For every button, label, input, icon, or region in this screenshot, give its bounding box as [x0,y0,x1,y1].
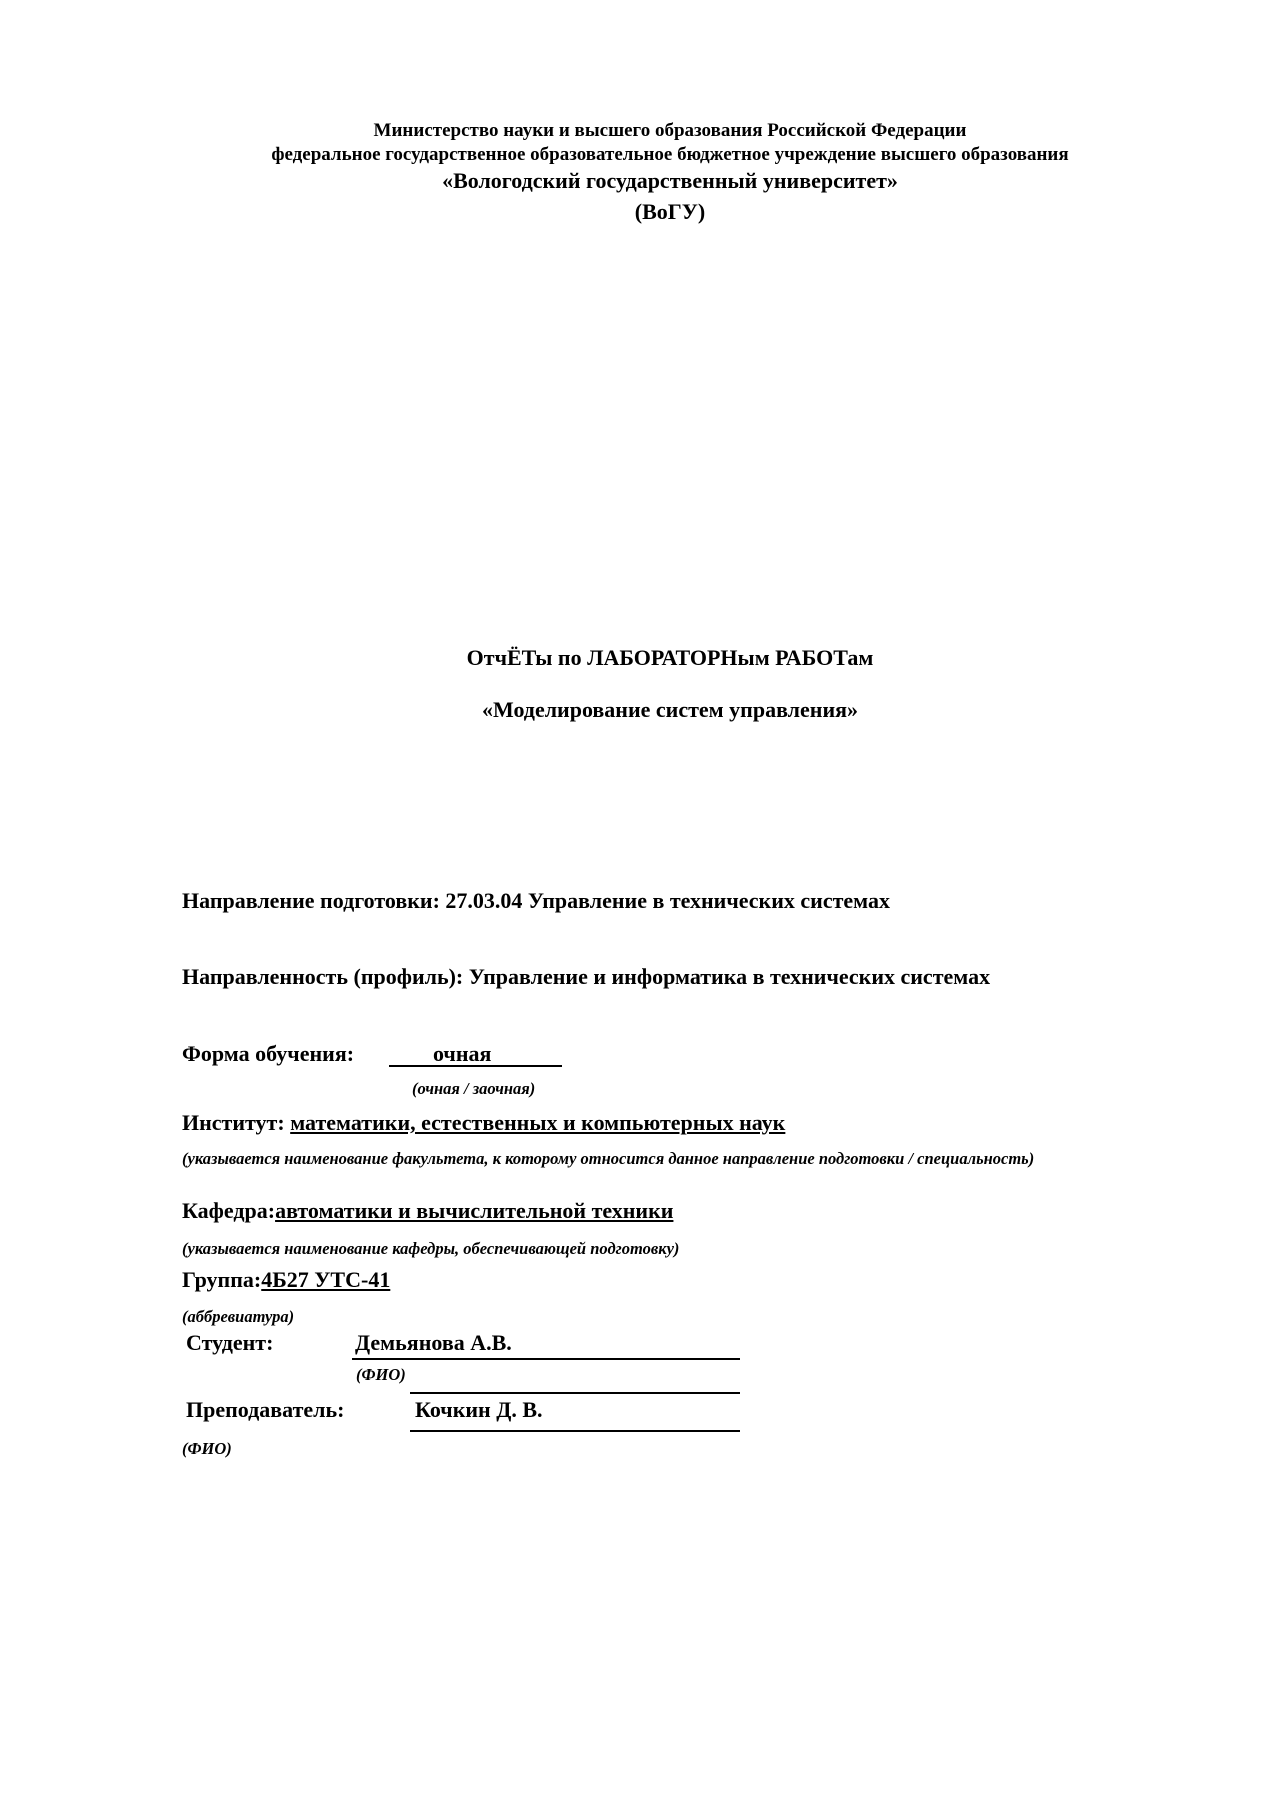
direction-label: Направление подготовки: [182,888,440,913]
teacher-value: Кочкин Д. В. [415,1397,543,1422]
teacher-label: Преподаватель: [186,1397,345,1422]
student-value: Демьянова А.В. [355,1330,512,1355]
group-note: (аббревиатура) [182,1307,295,1326]
group-row [182,1267,390,1293]
student-label: Студент: [186,1330,274,1355]
university-name: «Вологодский государственный университет» [442,168,898,193]
profile-row [182,964,990,990]
report-title: ОтчЁТы по ЛАБОРАТОРНым РАБОТам [466,645,874,670]
direction-row [182,888,890,914]
teacher-note: (ФИО) [182,1439,232,1458]
profile-label: Направленность (профиль): [182,964,464,989]
institute-note: (указывается наименование факультета, к которому относится данное направление подготовки / специальность) [182,1149,1035,1168]
department-value: автоматики и вычислительной техники [275,1198,674,1223]
profile-value: Управление и информатика в технических системах [468,964,991,989]
subject-title: «Моделирование систем управления» [481,697,859,722]
student-underline [352,1358,740,1360]
department-label: Кафедра: [182,1198,276,1223]
signature-line [410,1392,740,1394]
group-label: Группа: [182,1267,262,1292]
form-note: (очная / заочная) [412,1079,536,1098]
department-row [182,1198,673,1224]
direction-value: 27.03.04 Управление в технических системах [445,888,891,913]
group-value: 4Б27 УТС-41 [261,1267,391,1292]
institution-type: федеральное государственное образовательное бюджетное учреждение высшего образования [271,144,1069,165]
teacher-underline [410,1430,740,1432]
institute-label: Институт: [182,1110,285,1135]
form-underline [389,1065,562,1067]
form-label: Форма обучения: [182,1041,355,1066]
student-note: (ФИО) [356,1365,406,1384]
ministry-name: Министерство науки и высшего образования Российской Федерации [373,120,967,141]
form-row [182,1041,354,1067]
institute-row [182,1110,785,1136]
institute-value: математики, естественных и компьютерных наук [290,1110,786,1135]
department-note: (указывается наименование кафедры, обеспечивающей подготовку) [182,1239,680,1258]
form-value: очная [433,1041,492,1066]
university-abbreviation: (ВоГУ) [634,199,706,224]
